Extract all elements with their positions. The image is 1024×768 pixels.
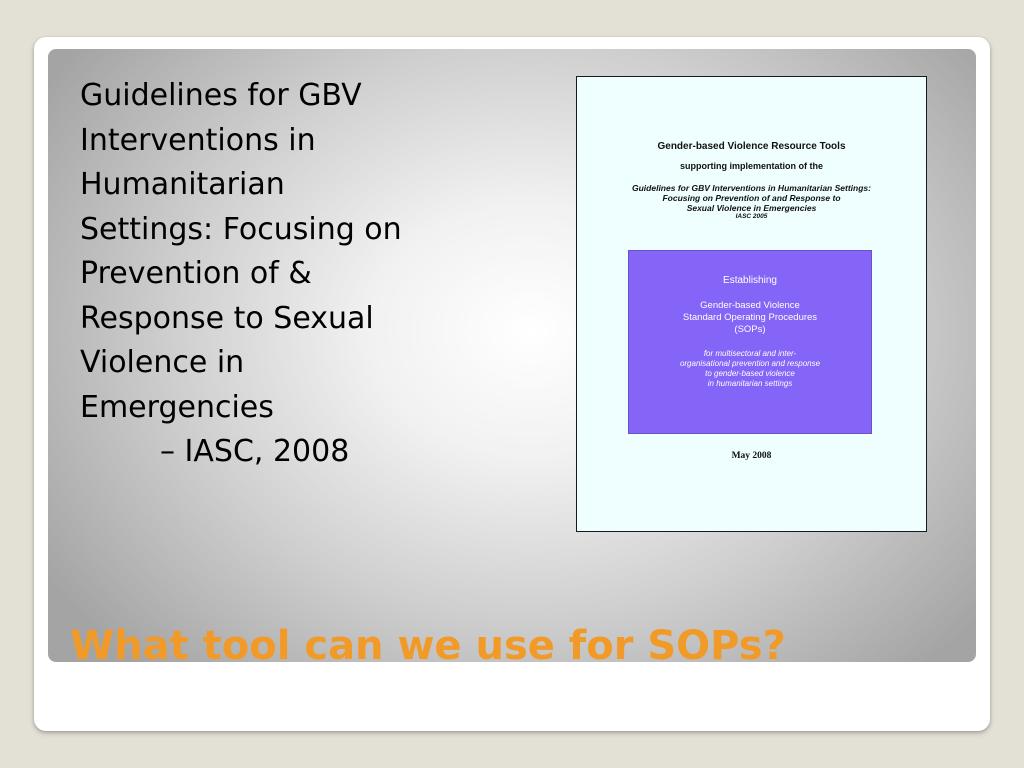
body-line: Interventions in — [80, 122, 316, 158]
cover-guidelines-line: Sexual Violence in Emergencies — [686, 203, 817, 213]
body-line: Violence in — [80, 345, 245, 380]
cover-box-title-line: Gender-based Violence — [700, 300, 800, 311]
slide-title: What tool can we use for SOPs? — [70, 623, 786, 669]
cover-box-body-line: in humanitarian settings — [707, 379, 793, 388]
cover-box-title-line: (SOPs) — [734, 324, 766, 335]
cover-header-subtitle: supporting implementation of the — [680, 161, 823, 171]
cover-guidelines-line: Guidelines for GBV Interventions in Humanitarian Settings: — [632, 183, 871, 193]
cover-guidelines-line: Focusing on Prevention of and Response to — [662, 193, 841, 203]
cover-box-title — [629, 300, 871, 336]
citation: – IASC, 2008 — [160, 434, 350, 469]
document-cover-image — [576, 76, 927, 532]
body-line: Humanitarian — [80, 167, 285, 202]
cover-box-title-line: Standard Operating Procedures — [682, 312, 818, 323]
cover-header-title: Gender-based Violence Resource Tools — [657, 141, 846, 152]
cover-box-establishing: Establishing — [723, 275, 777, 286]
body-line: Emergencies — [80, 389, 274, 425]
cover-header — [577, 141, 926, 221]
cover-box-body-line: to gender-based violence — [705, 369, 795, 378]
slide-body-text — [80, 74, 510, 475]
cover-sop-box — [628, 250, 872, 434]
cover-iasc: IASC 2005 — [735, 213, 768, 220]
cover-box-body — [629, 349, 871, 389]
body-line: Settings: Focusing on — [80, 211, 402, 247]
body-line: Prevention of & — [80, 256, 312, 291]
body-line: Response to Sexual — [80, 300, 374, 336]
cover-box-body-line: for multisectoral and inter- — [703, 349, 797, 358]
cover-date: May 2008 — [731, 451, 772, 461]
body-line: Guidelines for GBV — [80, 78, 362, 113]
cover-box-body-line: organisational prevention and response — [679, 359, 821, 368]
